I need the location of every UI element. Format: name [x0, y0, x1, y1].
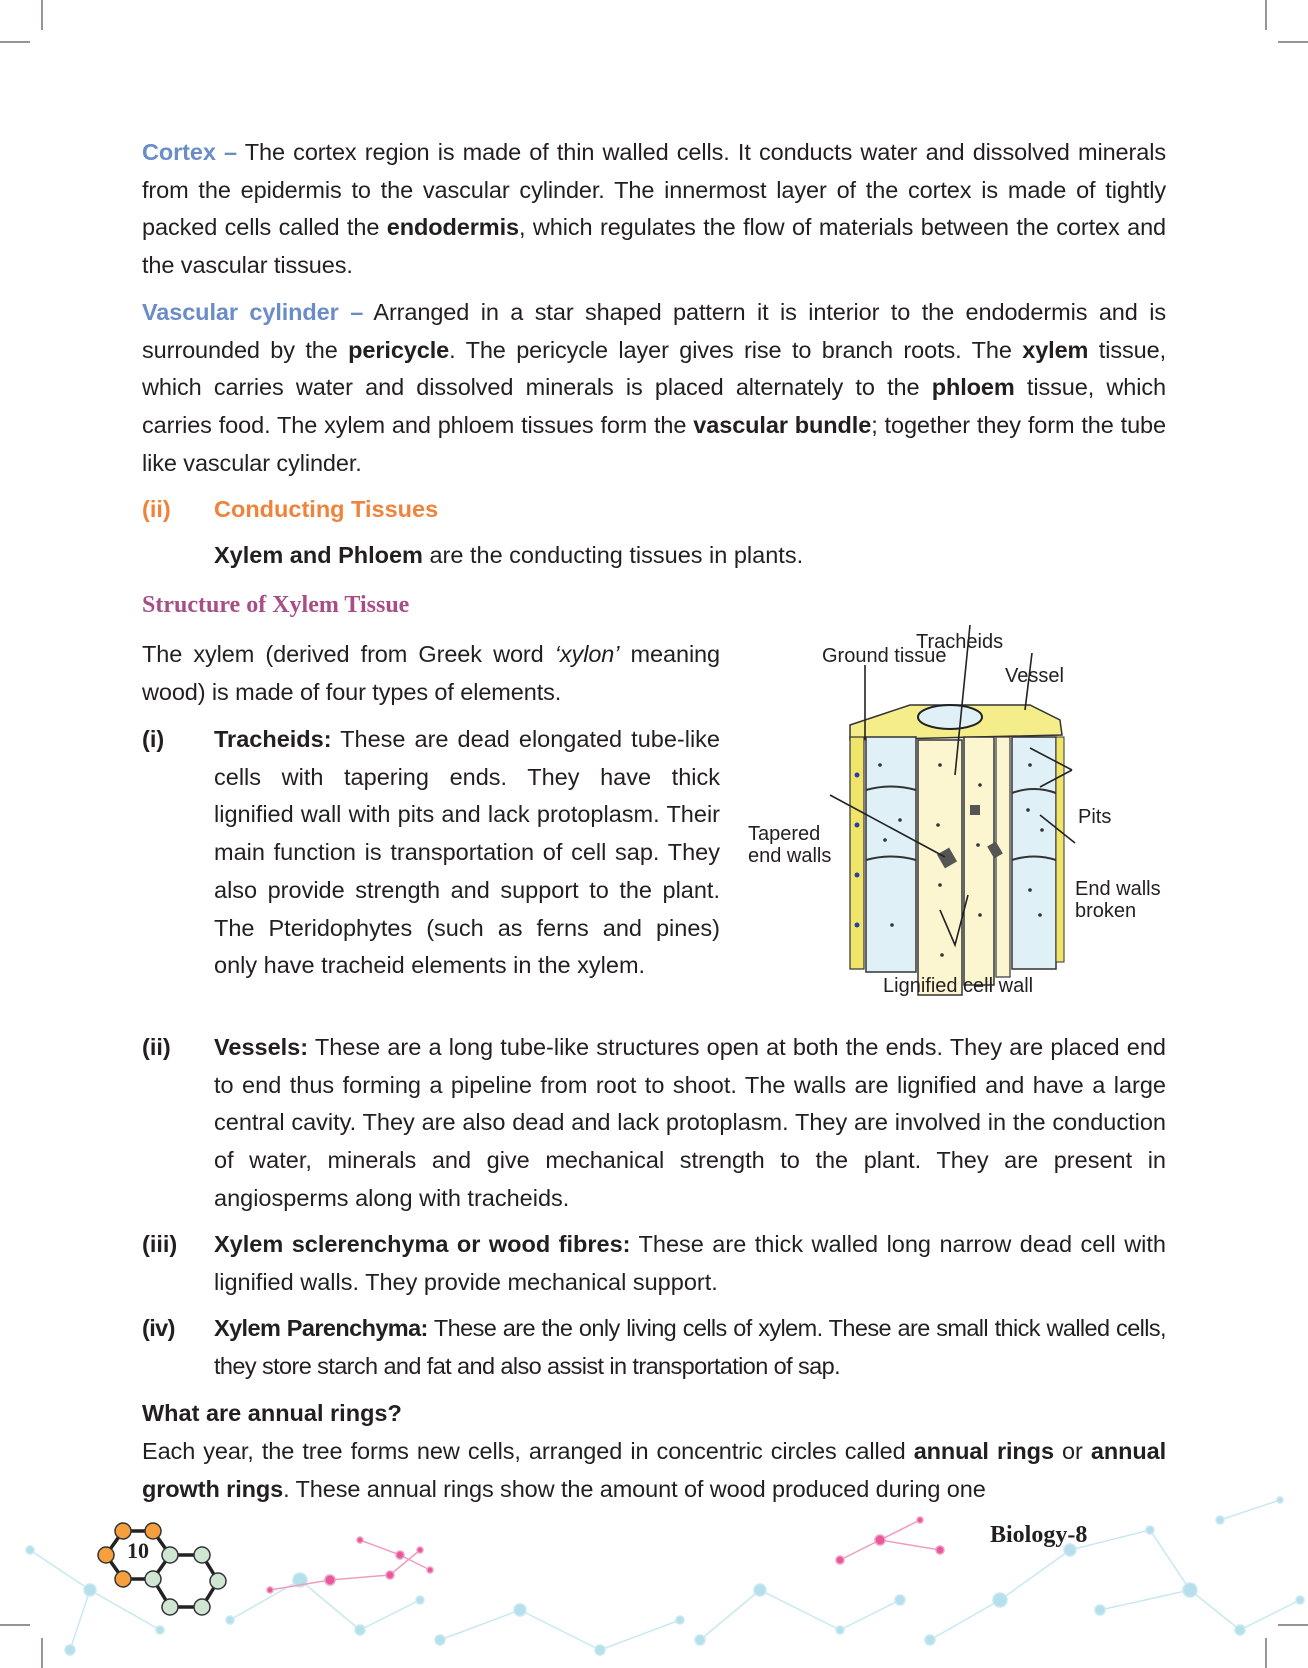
- vascular-cylinder-term: Vascular cylinder –: [142, 299, 364, 325]
- ground-tissue-label: Ground tissue: [822, 645, 947, 667]
- annual-rings-paragraph: Each year, the tree forms new cells, arranged in concentric circles called annual rings or annual growth rings. These annual rings show the amount of wood produced during one: [142, 1438, 1167, 1502]
- conducting-tissues-text: Xylem and Phloem are the conducting tissues in plants.: [214, 542, 804, 568]
- page-number-hexagon-icon: [90, 1515, 260, 1625]
- vascular-cylinder-paragraph: Vascular cylinder – Arranged in a star shaped pattern it is interior to the endodermis and is surrounded by the pericycle. The pericycle layer gives rise to branch roots. The xylem tissue, which carries water and dissolved minerals is placed alternately to the phloem tissue, which carries food. The xylem and phloem tissues form the vascular bundle; together they form the tube like vascular cylinder.: [142, 299, 1167, 476]
- element-item-tracheids: (i) Tracheids: These are dead elongated tube-like cells with tapering ends. They have thick lignified wall with pits and lack protoplasm. Their main function is transportation of cell sap. They also provide strength and support to the plant. The Pteridophytes (such as ferns and pines) only have tracheid elements in the xylem.: [142, 726, 720, 979]
- tracheids-label: Tracheids: [916, 631, 1004, 653]
- book-title: Biology-8: [990, 1522, 1088, 1548]
- vessel-label: Vessel: [1005, 665, 1064, 687]
- element-item-parenchyma: (iv) Xylem Parenchyma: These are the only living cells of xylem. These are small thick walled cells, they store starch and fat and also assist in transportation of sap.: [142, 1315, 1166, 1379]
- cortex-paragraph: Cortex – The cortex region is made of thin walled cells. It conducts water and dissolved minerals from the epidermis to the vascular cylinder. The innermost layer of the cortex is made of tightly packed cells called the endodermis, which regulates the flow of materials between the cortex and the vascular tissues.: [142, 139, 1167, 279]
- crop-mark: [1278, 41, 1308, 43]
- xylem-intro-paragraph: The xylem (derived from Greek word ‘xylon’ meaning wood) is made of four types of elements.: [142, 641, 720, 705]
- crop-mark: [0, 41, 30, 43]
- crop-mark: [1265, 0, 1267, 30]
- crop-mark: [41, 0, 43, 30]
- element-item-vessels: (ii) Vessels: These are a long tube-like structures open at both the ends. They are placed end to end thus forming a pipeline from root to shoot. The walls are lignified and have a large central cavity. They are also dead and lack protoplasm. They are involved in the conduction of water, minerals and give mechanical strength to the plant. They are present in angiosperms along with tracheids.: [142, 1034, 1166, 1211]
- conducting-tissues-heading: (ii) Conducting Tissues: [142, 496, 439, 522]
- xylem-structure-heading: Structure of Xylem Tissue: [142, 592, 410, 618]
- cortex-term: Cortex –: [142, 139, 238, 165]
- end-walls-broken-label: End walls broken: [1075, 878, 1161, 922]
- xylem-tissue-diagram: [740, 625, 1180, 1005]
- pits-label: Pits: [1078, 806, 1112, 828]
- page-number: 10: [127, 1538, 149, 1563]
- annual-rings-heading: What are annual rings?: [142, 1400, 402, 1426]
- tapered-end-walls-label: Tapered end walls: [748, 823, 832, 867]
- element-item-sclerenchyma: (iii) Xylem sclerenchyma or wood fibres: These are thick walled long narrow dead cell with lignified walls. They provide mechanical support.: [142, 1231, 1166, 1295]
- xylem-illustration: [740, 625, 1180, 1005]
- lignified-cell-wall-label: Lignified cell wall: [883, 975, 1034, 997]
